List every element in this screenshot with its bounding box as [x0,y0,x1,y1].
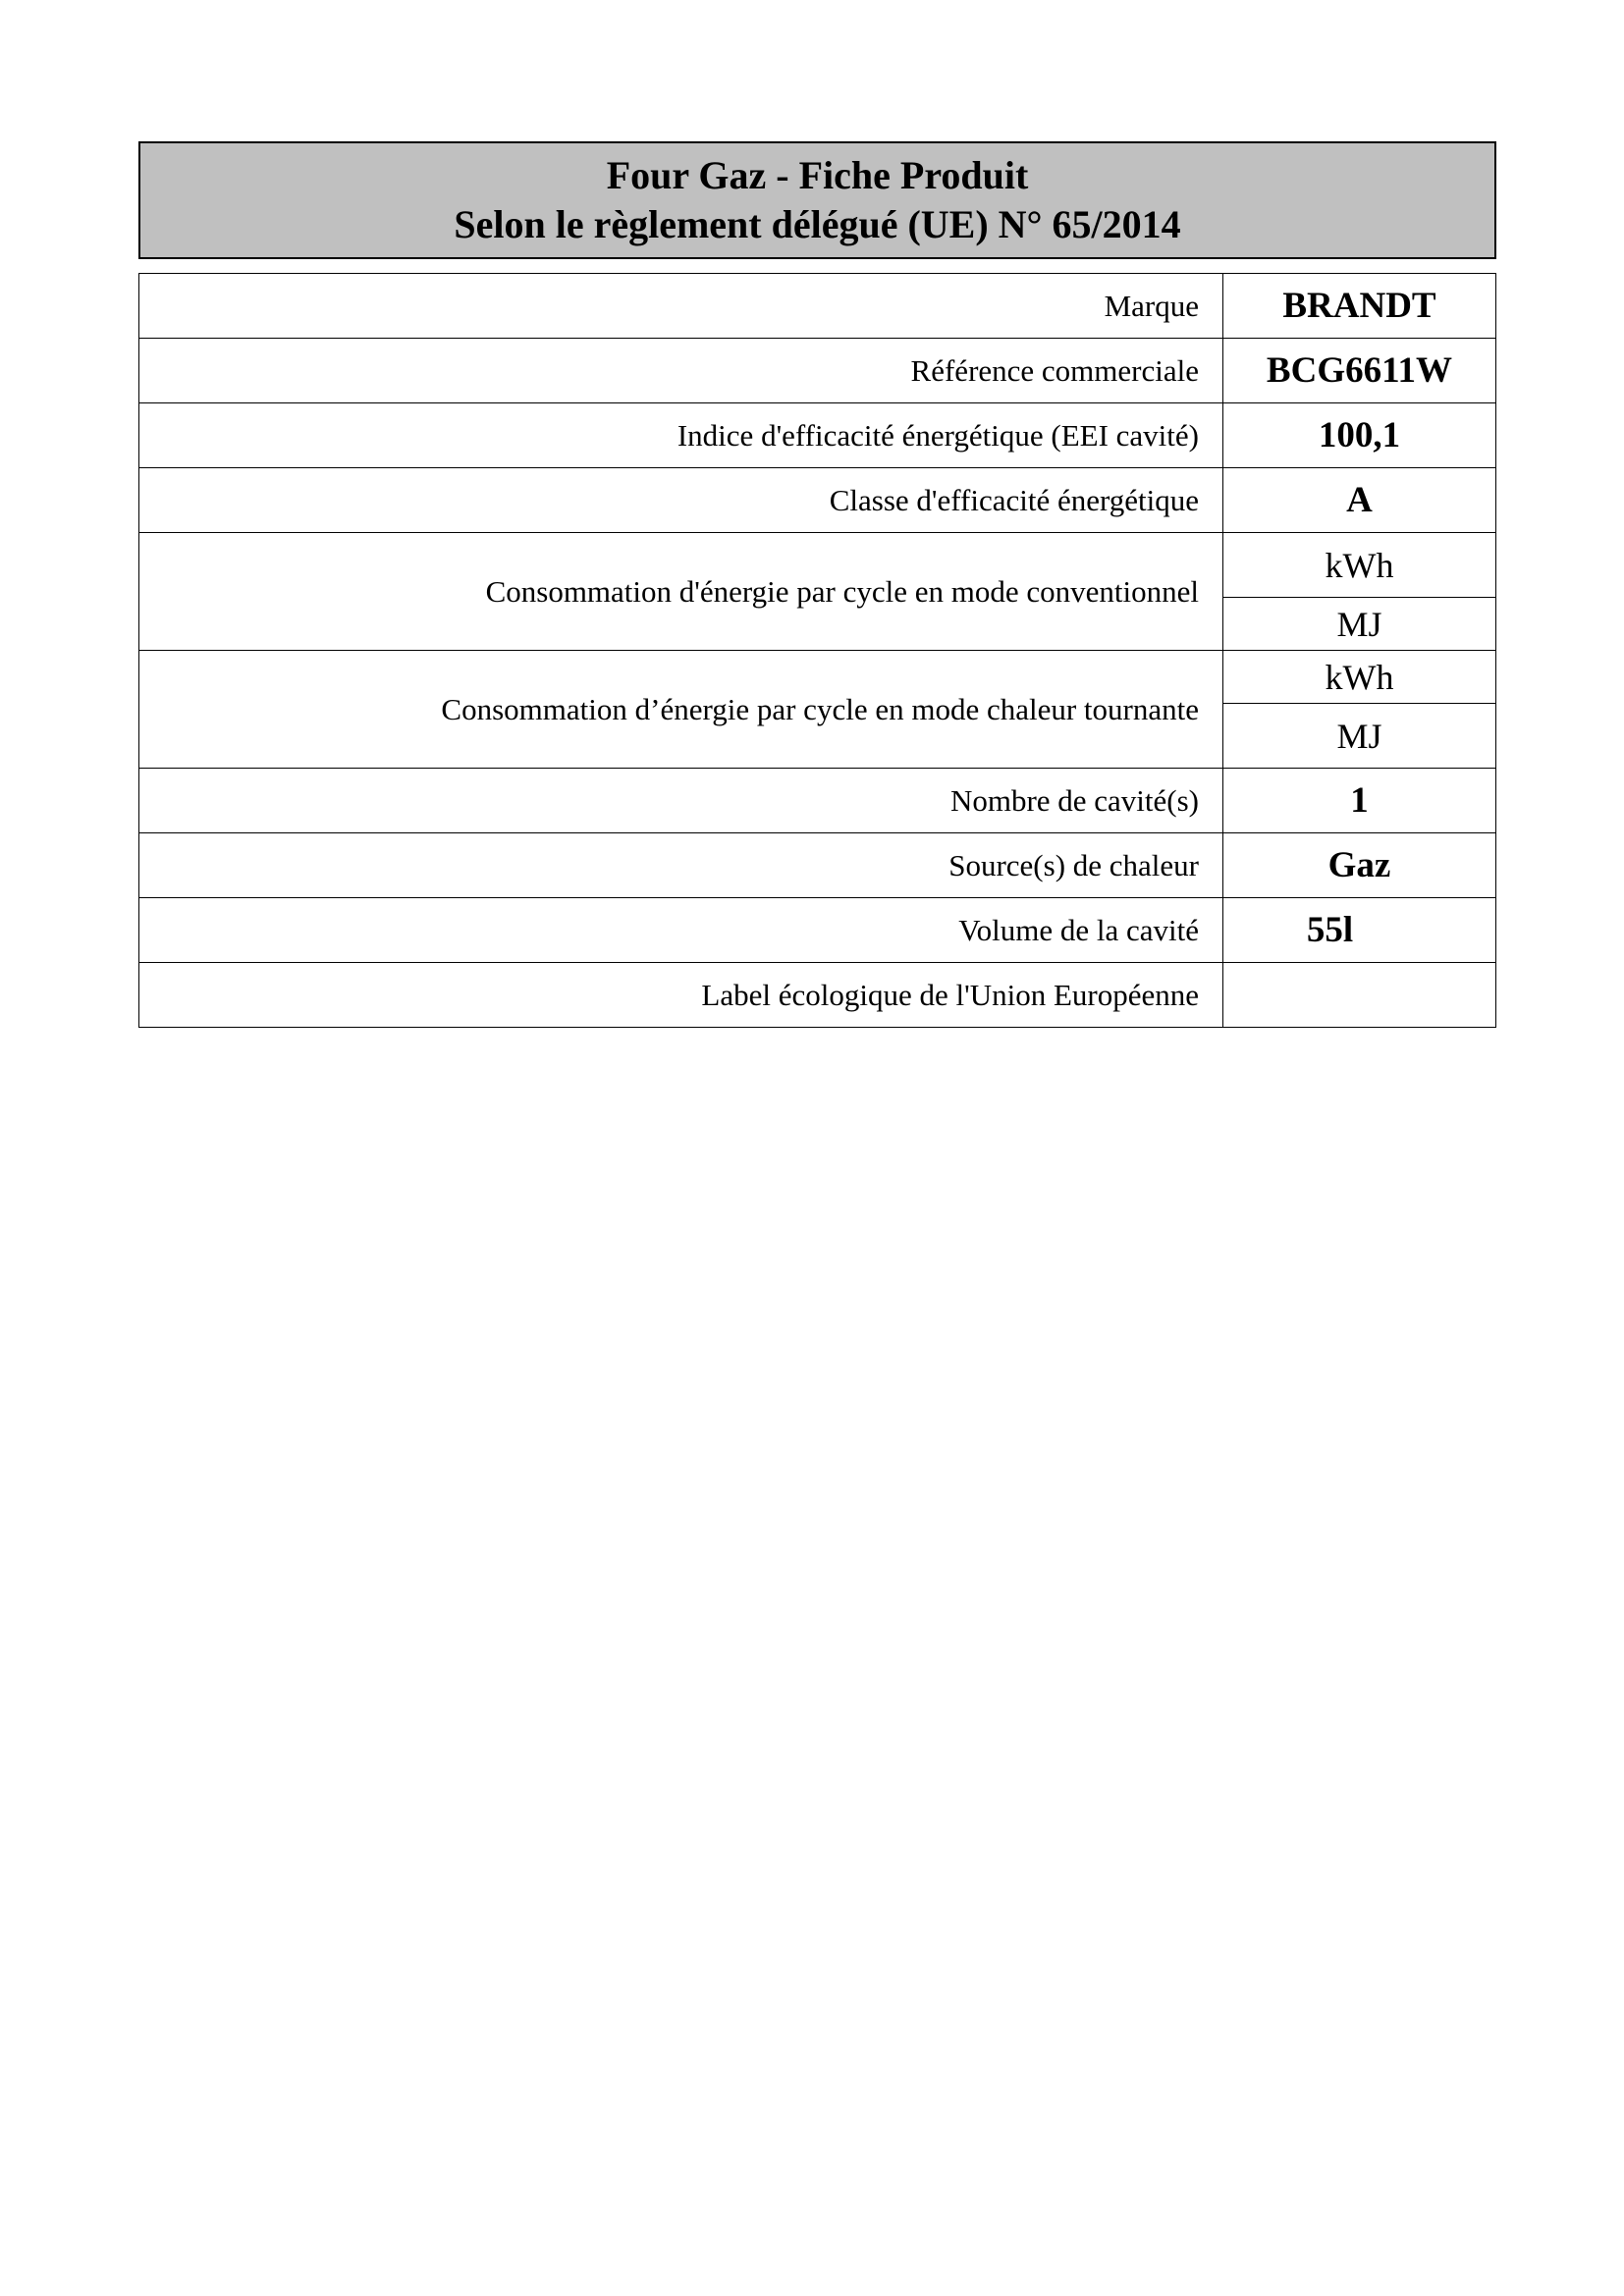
consumption-conventional-unit-kwh: kWh [1223,533,1496,598]
energy-class-value: A [1223,468,1496,533]
table-row-cavities [139,769,1496,833]
consumption-fan-label: Consommation d’énergie par cycle en mode chaleur tournante [139,651,1223,769]
heat-source-label: Source(s) de chaleur [139,833,1223,898]
consumption-conventional-label: Consommation d'énergie par cycle en mode conventionnel [139,533,1223,651]
eco-label-value [1223,963,1496,1028]
eco-label-label: Label écologique de l'Union Européenne [139,963,1223,1028]
reference-value: BCG6611W [1223,339,1496,403]
cavities-label: Nombre de cavité(s) [139,769,1223,833]
eei-value: 100,1 [1223,403,1496,468]
consumption-fan-unit-kwh: kWh [1223,651,1496,704]
consumption-conventional-unit-mj: MJ [1223,598,1496,651]
table-row-eei [139,403,1496,468]
reference-label: Référence commerciale [139,339,1223,403]
volume-value: 55l [1306,910,1354,950]
volume-cell [1223,898,1496,963]
product-sheet-table [138,273,1496,1028]
table-row-consumption-conventional [139,533,1496,598]
brand-value: BRANDT [1223,274,1496,339]
table-row-eco-label [139,963,1496,1028]
energy-class-label: Classe d'efficacité énergétique [139,468,1223,533]
consumption-fan-unit-mj: MJ [1223,704,1496,769]
table-row-reference [139,339,1496,403]
table-row-volume [139,898,1496,963]
table-row-brand [139,274,1496,339]
table-row-energy-class [139,468,1496,533]
volume-label: Volume de la cavité [139,898,1223,963]
eei-label: Indice d'efficacité énergétique (EEI cavité) [139,403,1223,468]
brand-label: Marque [139,274,1223,339]
title-box [138,141,1496,259]
table-row-consumption-fan [139,651,1496,704]
heat-source-value: Gaz [1223,833,1496,898]
table-row-heat-source [139,833,1496,898]
title-line-1: Four Gaz - Fiche Produit [606,153,1029,197]
cavities-value: 1 [1223,769,1496,833]
title-line-2: Selon le règlement délégué (UE) N° 65/2014 [454,202,1181,246]
